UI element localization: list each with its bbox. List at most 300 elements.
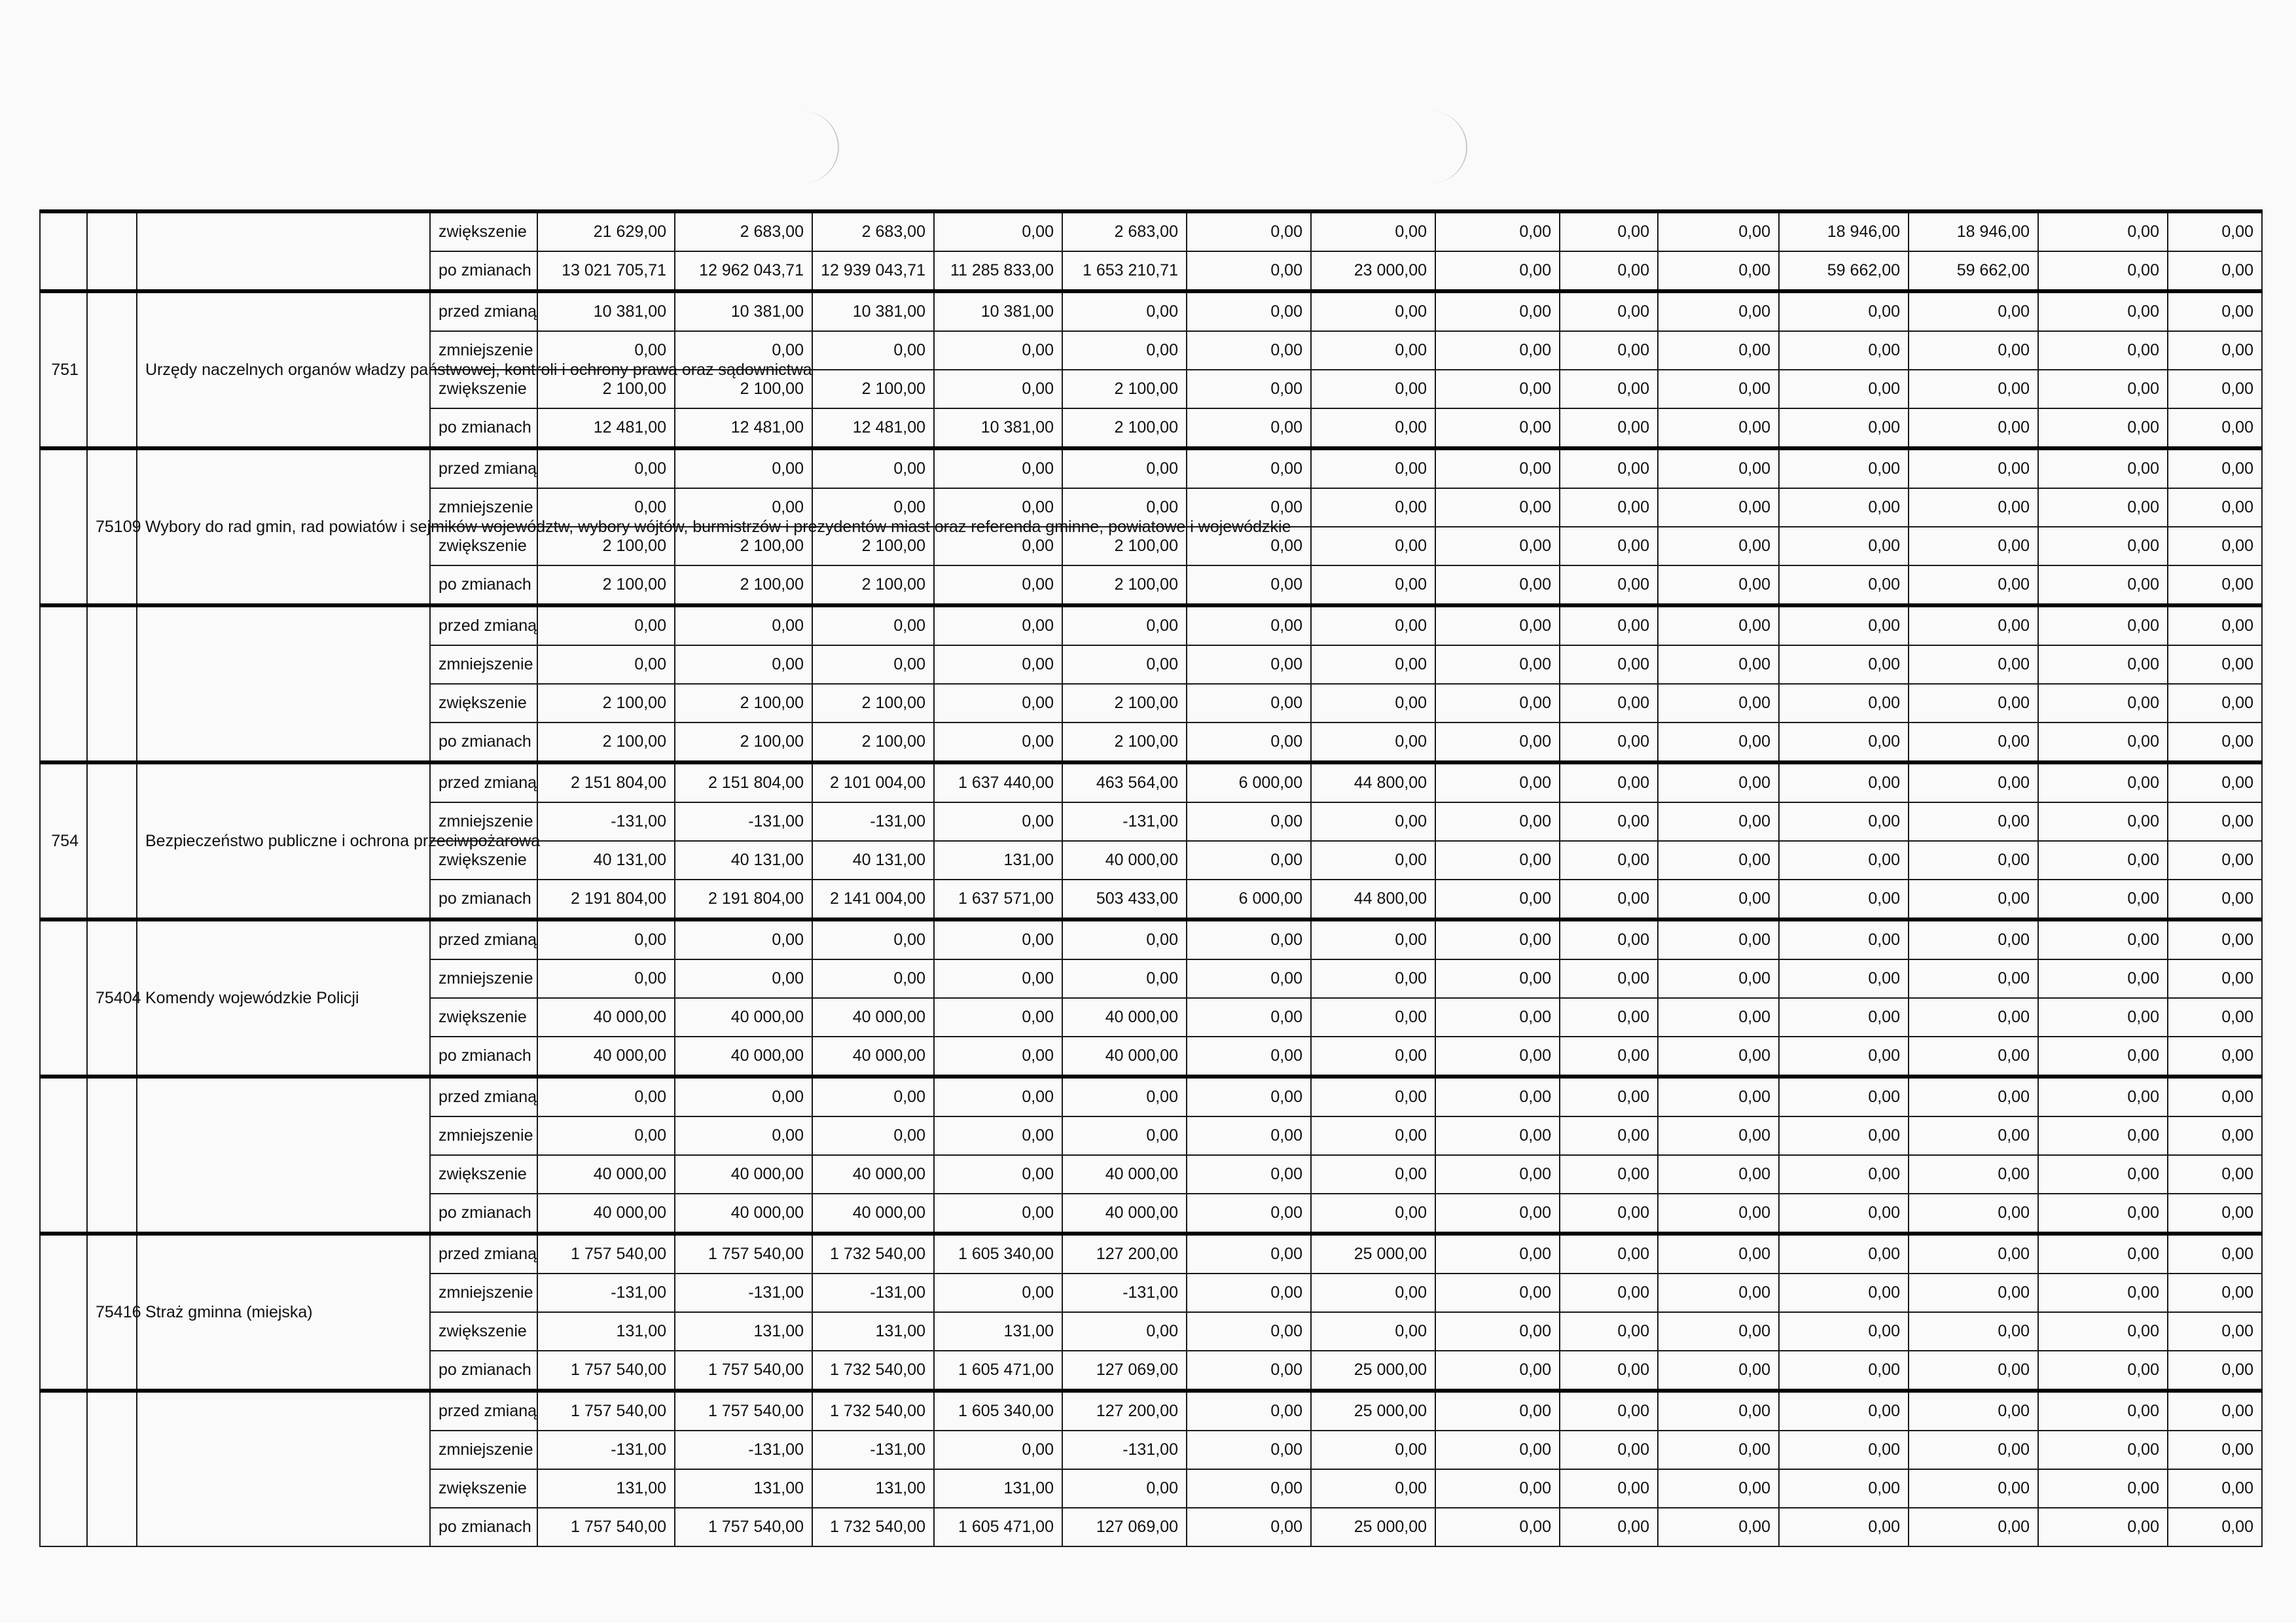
value-cell: 0,00 xyxy=(1311,605,1435,645)
value-cell: 0,00 xyxy=(1311,1431,1435,1469)
value-cell: 0,00 xyxy=(1062,488,1187,527)
value-cell: 2 100,00 xyxy=(537,527,675,565)
value-cell: 40 000,00 xyxy=(812,1194,934,1234)
value-cell: 0,00 xyxy=(1658,919,1779,959)
value-cell: 0,00 xyxy=(1909,488,2038,527)
value-cell: 2 683,00 xyxy=(675,211,812,251)
value-cell: 0,00 xyxy=(1658,1312,1779,1351)
value-cell: 0,00 xyxy=(1560,722,1658,762)
value-cell: 0,00 xyxy=(1435,251,1560,291)
value-cell: 40 000,00 xyxy=(675,1194,812,1234)
row-label: zmniejszenie xyxy=(430,1274,537,1312)
value-cell: 40 000,00 xyxy=(1062,1037,1187,1077)
value-cell: 0,00 xyxy=(1062,1312,1187,1351)
value-cell: 0,00 xyxy=(1435,1391,1560,1431)
value-cell: 0,00 xyxy=(1311,1274,1435,1312)
value-cell: 0,00 xyxy=(934,1194,1062,1234)
value-cell: 0,00 xyxy=(1435,1351,1560,1391)
value-cell: 0,00 xyxy=(1909,1116,2038,1155)
value-cell: 1 637 571,00 xyxy=(934,880,1062,919)
value-cell: 0,00 xyxy=(934,488,1062,527)
value-cell: 0,00 xyxy=(1909,1312,2038,1351)
value-cell: 6 000,00 xyxy=(1187,762,1311,802)
value-cell: 25 000,00 xyxy=(1311,1508,1435,1546)
value-cell: -131,00 xyxy=(1062,1431,1187,1469)
dzial-cell: 751 xyxy=(40,291,87,448)
value-cell: 1 757 540,00 xyxy=(675,1508,812,1546)
dzial-cell xyxy=(40,919,87,1077)
value-cell: 0,00 xyxy=(2038,1194,2168,1234)
value-cell: 0,00 xyxy=(1187,1469,1311,1508)
value-cell: 0,00 xyxy=(1909,684,2038,722)
value-cell: 0,00 xyxy=(1435,605,1560,645)
value-cell: 0,00 xyxy=(1311,527,1435,565)
value-cell: -131,00 xyxy=(675,802,812,841)
value-cell: 0,00 xyxy=(2168,880,2262,919)
value-cell: 0,00 xyxy=(2038,565,2168,605)
value-cell: 0,00 xyxy=(1560,802,1658,841)
value-cell: 2 100,00 xyxy=(675,722,812,762)
value-cell: 2 100,00 xyxy=(812,684,934,722)
value-cell: 0,00 xyxy=(2168,605,2262,645)
value-cell: 0,00 xyxy=(1560,1508,1658,1546)
value-cell: 0,00 xyxy=(1560,605,1658,645)
value-cell: 0,00 xyxy=(1311,1194,1435,1234)
value-cell: 0,00 xyxy=(1658,488,1779,527)
value-cell: 40 000,00 xyxy=(1062,1194,1187,1234)
value-cell: 0,00 xyxy=(1560,488,1658,527)
value-cell: 40 000,00 xyxy=(537,998,675,1037)
value-cell: 0,00 xyxy=(1435,1508,1560,1546)
rozdzial-cell: 75404 xyxy=(87,919,137,1077)
value-cell: 0,00 xyxy=(1779,762,1909,802)
value-cell: 0,00 xyxy=(1311,408,1435,448)
punch-hole-left xyxy=(798,111,839,183)
value-cell: 6 000,00 xyxy=(1187,880,1311,919)
value-cell: 0,00 xyxy=(1435,1431,1560,1469)
value-cell: 0,00 xyxy=(1658,1469,1779,1508)
value-cell: 10 381,00 xyxy=(675,291,812,331)
value-cell: 0,00 xyxy=(1658,1274,1779,1312)
value-cell: 40 131,00 xyxy=(537,841,675,880)
value-cell: 0,00 xyxy=(2038,527,2168,565)
value-cell: 0,00 xyxy=(2038,331,2168,370)
value-cell: 0,00 xyxy=(1187,448,1311,488)
value-cell: 0,00 xyxy=(1062,919,1187,959)
value-cell: 0,00 xyxy=(1062,645,1187,684)
value-cell: 0,00 xyxy=(1187,1391,1311,1431)
value-cell: 131,00 xyxy=(934,1312,1062,1351)
value-cell: 2 151 804,00 xyxy=(537,762,675,802)
value-cell: 0,00 xyxy=(1435,1469,1560,1508)
value-cell: 0,00 xyxy=(1909,1469,2038,1508)
row-label: zwiększenie xyxy=(430,211,537,251)
nazwa-cell: Wybory do rad gmin, rad powiatów i sejmików województw, wybory wójtów, burmistrzów i prezydentów miast oraz referenda gminne, powiatowe i wojewódzkie xyxy=(137,448,430,605)
value-cell: 0,00 xyxy=(2038,1351,2168,1391)
value-cell: 0,00 xyxy=(1779,1508,1909,1546)
nazwa-cell xyxy=(137,1391,430,1546)
rozdzial-cell xyxy=(87,762,137,919)
value-cell: 0,00 xyxy=(1187,331,1311,370)
value-cell: 0,00 xyxy=(1311,1077,1435,1116)
value-cell: 0,00 xyxy=(1779,919,1909,959)
value-cell: 1 757 540,00 xyxy=(537,1508,675,1546)
row-label: zmniejszenie xyxy=(430,959,537,998)
value-cell: 0,00 xyxy=(1187,291,1311,331)
value-cell: 0,00 xyxy=(934,331,1062,370)
value-cell: 0,00 xyxy=(1187,1312,1311,1351)
value-cell: 0,00 xyxy=(1658,1077,1779,1116)
value-cell: 23 000,00 xyxy=(1311,251,1435,291)
value-cell: 0,00 xyxy=(537,1116,675,1155)
value-cell: 0,00 xyxy=(1560,1155,1658,1194)
value-cell: 0,00 xyxy=(2038,1077,2168,1116)
value-cell: 0,00 xyxy=(1658,527,1779,565)
row-label: przed zmianą xyxy=(430,762,537,802)
value-cell: 0,00 xyxy=(1658,1234,1779,1274)
value-cell: 0,00 xyxy=(1187,802,1311,841)
value-cell: 0,00 xyxy=(1779,565,1909,605)
value-cell: 40 000,00 xyxy=(537,1194,675,1234)
value-cell: 2 100,00 xyxy=(1062,684,1187,722)
value-cell: 0,00 xyxy=(1779,527,1909,565)
nazwa-cell: Komendy wojewódzkie Policji xyxy=(137,919,430,1077)
value-cell: 0,00 xyxy=(1560,251,1658,291)
value-cell: 0,00 xyxy=(1658,1037,1779,1077)
value-cell: 0,00 xyxy=(1435,802,1560,841)
value-cell: 1 757 540,00 xyxy=(675,1351,812,1391)
value-cell: 0,00 xyxy=(1435,331,1560,370)
value-cell: 0,00 xyxy=(2168,841,2262,880)
value-cell: 0,00 xyxy=(537,919,675,959)
value-cell: 127 069,00 xyxy=(1062,1351,1187,1391)
value-cell: 0,00 xyxy=(1560,1274,1658,1312)
value-cell: 1 757 540,00 xyxy=(537,1391,675,1431)
value-cell: 0,00 xyxy=(934,684,1062,722)
value-cell: 131,00 xyxy=(934,1469,1062,1508)
value-cell: 0,00 xyxy=(1311,1155,1435,1194)
row-label: po zmianach xyxy=(430,880,537,919)
value-cell: 0,00 xyxy=(1658,370,1779,408)
value-cell: 0,00 xyxy=(1909,722,2038,762)
value-cell: 0,00 xyxy=(1187,959,1311,998)
value-cell: 0,00 xyxy=(1560,408,1658,448)
value-cell: 0,00 xyxy=(1909,841,2038,880)
value-cell: 0,00 xyxy=(2038,1469,2168,1508)
value-cell: 131,00 xyxy=(675,1469,812,1508)
row-label: po zmianach xyxy=(430,408,537,448)
dzial-cell xyxy=(40,1234,87,1391)
value-cell: 0,00 xyxy=(1909,1274,2038,1312)
value-cell: 0,00 xyxy=(1435,1116,1560,1155)
value-cell: 2 100,00 xyxy=(812,370,934,408)
row-label: zwiększenie xyxy=(430,1312,537,1351)
value-cell: 40 000,00 xyxy=(812,1155,934,1194)
value-cell: 0,00 xyxy=(1909,1077,2038,1116)
row-label: zmniejszenie xyxy=(430,645,537,684)
value-cell: 0,00 xyxy=(1779,1469,1909,1508)
value-cell: 0,00 xyxy=(1435,1312,1560,1351)
dzial-cell xyxy=(40,448,87,605)
value-cell: 0,00 xyxy=(1779,1194,1909,1234)
row-label: zmniejszenie xyxy=(430,488,537,527)
value-cell: 0,00 xyxy=(1658,331,1779,370)
value-cell: 0,00 xyxy=(1311,841,1435,880)
row-label: zwiększenie xyxy=(430,1469,537,1508)
value-cell: 0,00 xyxy=(1187,1194,1311,1234)
value-cell: 0,00 xyxy=(1187,488,1311,527)
value-cell: 2 100,00 xyxy=(1062,722,1187,762)
nazwa-cell: Straż gminna (miejska) xyxy=(137,1234,430,1391)
value-cell: 0,00 xyxy=(675,959,812,998)
value-cell: 0,00 xyxy=(934,1116,1062,1155)
value-cell: 0,00 xyxy=(934,1077,1062,1116)
value-cell: 0,00 xyxy=(812,919,934,959)
value-cell: 0,00 xyxy=(1062,1077,1187,1116)
value-cell: 0,00 xyxy=(1779,802,1909,841)
value-cell: 0,00 xyxy=(1311,645,1435,684)
value-cell: 40 000,00 xyxy=(537,1037,675,1077)
value-cell: 0,00 xyxy=(1187,1116,1311,1155)
value-cell: 1 757 540,00 xyxy=(675,1234,812,1274)
value-cell: 0,00 xyxy=(2168,1469,2262,1508)
value-cell: 0,00 xyxy=(1658,1391,1779,1431)
table-row xyxy=(40,762,2262,802)
value-cell: 0,00 xyxy=(1435,959,1560,998)
value-cell: 0,00 xyxy=(1311,959,1435,998)
value-cell: 2 100,00 xyxy=(1062,370,1187,408)
value-cell: 0,00 xyxy=(1311,211,1435,251)
value-cell: 2 141 004,00 xyxy=(812,880,934,919)
value-cell: 18 946,00 xyxy=(1909,211,2038,251)
value-cell: 0,00 xyxy=(1560,998,1658,1037)
value-cell: 0,00 xyxy=(2168,211,2262,251)
value-cell: 0,00 xyxy=(934,211,1062,251)
row-label: po zmianach xyxy=(430,1351,537,1391)
value-cell: 0,00 xyxy=(2038,448,2168,488)
value-cell: 0,00 xyxy=(1560,919,1658,959)
value-cell: 0,00 xyxy=(934,1431,1062,1469)
row-label: zwiększenie xyxy=(430,998,537,1037)
value-cell: 0,00 xyxy=(2168,251,2262,291)
value-cell: 0,00 xyxy=(537,959,675,998)
value-cell: 0,00 xyxy=(1560,1431,1658,1469)
value-cell: 0,00 xyxy=(1435,880,1560,919)
value-cell: -131,00 xyxy=(675,1431,812,1469)
rozdzial-cell xyxy=(87,211,137,291)
value-cell: 0,00 xyxy=(1658,408,1779,448)
value-cell: 0,00 xyxy=(1658,1351,1779,1391)
value-cell: 131,00 xyxy=(675,1312,812,1351)
dzial-cell: 754 xyxy=(40,762,87,919)
value-cell: 0,00 xyxy=(1187,527,1311,565)
value-cell: 2 100,00 xyxy=(675,370,812,408)
value-cell: 0,00 xyxy=(1435,1234,1560,1274)
nazwa-cell xyxy=(137,605,430,762)
value-cell: 0,00 xyxy=(1435,527,1560,565)
value-cell: -131,00 xyxy=(1062,1274,1187,1312)
value-cell: 0,00 xyxy=(2168,448,2262,488)
value-cell: 0,00 xyxy=(934,1037,1062,1077)
row-label: zmniejszenie xyxy=(430,802,537,841)
value-cell: 0,00 xyxy=(1779,1312,1909,1351)
budget-sheet xyxy=(39,209,2261,1547)
value-cell: 0,00 xyxy=(934,645,1062,684)
value-cell: 0,00 xyxy=(1435,291,1560,331)
value-cell: 0,00 xyxy=(2038,1116,2168,1155)
row-label: po zmianach xyxy=(430,1508,537,1546)
value-cell: 10 381,00 xyxy=(934,408,1062,448)
value-cell: 0,00 xyxy=(1909,605,2038,645)
value-cell: 0,00 xyxy=(1560,1116,1658,1155)
value-cell: 0,00 xyxy=(1909,1037,2038,1077)
value-cell: 0,00 xyxy=(1779,722,1909,762)
value-cell: 0,00 xyxy=(2168,1194,2262,1234)
value-cell: 0,00 xyxy=(1909,802,2038,841)
value-cell: 0,00 xyxy=(2038,762,2168,802)
value-cell: 10 381,00 xyxy=(934,291,1062,331)
value-cell: 0,00 xyxy=(1658,645,1779,684)
table-row xyxy=(40,1077,2262,1116)
value-cell: 0,00 xyxy=(1658,1508,1779,1546)
value-cell: 0,00 xyxy=(1560,959,1658,998)
value-cell: 0,00 xyxy=(1560,527,1658,565)
row-label: zwiększenie xyxy=(430,684,537,722)
value-cell: 0,00 xyxy=(934,605,1062,645)
value-cell: 0,00 xyxy=(2038,1274,2168,1312)
value-cell: 131,00 xyxy=(934,841,1062,880)
value-cell: 1 605 471,00 xyxy=(934,1351,1062,1391)
value-cell: 0,00 xyxy=(2038,370,2168,408)
value-cell: 0,00 xyxy=(1560,684,1658,722)
value-cell: 0,00 xyxy=(1435,408,1560,448)
value-cell: 0,00 xyxy=(934,919,1062,959)
value-cell: 12 481,00 xyxy=(537,408,675,448)
value-cell: 0,00 xyxy=(1560,1194,1658,1234)
value-cell: 0,00 xyxy=(1435,488,1560,527)
value-cell: 40 000,00 xyxy=(812,998,934,1037)
value-cell: 0,00 xyxy=(1311,1116,1435,1155)
value-cell: 0,00 xyxy=(1560,841,1658,880)
value-cell: 0,00 xyxy=(812,959,934,998)
value-cell: -131,00 xyxy=(537,1274,675,1312)
value-cell: 0,00 xyxy=(934,448,1062,488)
value-cell: 0,00 xyxy=(1779,1116,1909,1155)
value-cell: 40 000,00 xyxy=(1062,1155,1187,1194)
value-cell: 0,00 xyxy=(1779,959,1909,998)
value-cell: 0,00 xyxy=(1909,1155,2038,1194)
value-cell: 0,00 xyxy=(2038,1391,2168,1431)
value-cell: 0,00 xyxy=(1311,722,1435,762)
value-cell: 1 757 540,00 xyxy=(537,1234,675,1274)
value-cell: 0,00 xyxy=(1909,645,2038,684)
value-cell: 0,00 xyxy=(2038,1155,2168,1194)
dzial-cell xyxy=(40,1391,87,1546)
value-cell: 0,00 xyxy=(1658,802,1779,841)
value-cell: 0,00 xyxy=(1779,448,1909,488)
value-cell: 0,00 xyxy=(1779,1274,1909,1312)
value-cell: 0,00 xyxy=(2168,408,2262,448)
value-cell: 2 683,00 xyxy=(1062,211,1187,251)
value-cell: 0,00 xyxy=(1779,1431,1909,1469)
value-cell: 25 000,00 xyxy=(1311,1234,1435,1274)
value-cell: 0,00 xyxy=(2168,488,2262,527)
dzial-cell xyxy=(40,605,87,762)
rozdzial-cell xyxy=(87,291,137,448)
value-cell: -131,00 xyxy=(675,1274,812,1312)
value-cell: -131,00 xyxy=(812,802,934,841)
value-cell: 503 433,00 xyxy=(1062,880,1187,919)
value-cell: 0,00 xyxy=(1560,1391,1658,1431)
row-label: zwiększenie xyxy=(430,1155,537,1194)
value-cell: 0,00 xyxy=(1435,998,1560,1037)
value-cell: 0,00 xyxy=(1187,841,1311,880)
value-cell: 0,00 xyxy=(2038,802,2168,841)
value-cell: 0,00 xyxy=(1779,684,1909,722)
value-cell: 0,00 xyxy=(1187,251,1311,291)
value-cell: 10 381,00 xyxy=(812,291,934,331)
value-cell: 0,00 xyxy=(1311,331,1435,370)
value-cell: 0,00 xyxy=(2038,684,2168,722)
value-cell: 0,00 xyxy=(2168,645,2262,684)
row-label: zwiększenie xyxy=(430,527,537,565)
value-cell: 0,00 xyxy=(1435,370,1560,408)
value-cell: 0,00 xyxy=(1779,998,1909,1037)
value-cell: 0,00 xyxy=(1435,211,1560,251)
value-cell: 0,00 xyxy=(812,605,934,645)
value-cell: 0,00 xyxy=(1435,722,1560,762)
value-cell: 0,00 xyxy=(537,448,675,488)
value-cell: 0,00 xyxy=(1062,1469,1187,1508)
value-cell: 12 481,00 xyxy=(675,408,812,448)
value-cell: 0,00 xyxy=(1779,1037,1909,1077)
value-cell: 2 100,00 xyxy=(537,684,675,722)
value-cell: 0,00 xyxy=(1658,251,1779,291)
value-cell: 0,00 xyxy=(2038,291,2168,331)
value-cell: 0,00 xyxy=(1658,998,1779,1037)
punch-hole-right xyxy=(1427,111,1467,183)
value-cell: 2 100,00 xyxy=(675,684,812,722)
value-cell: 2 100,00 xyxy=(675,527,812,565)
value-cell: -131,00 xyxy=(1062,802,1187,841)
rozdzial-cell xyxy=(87,605,137,762)
value-cell: 0,00 xyxy=(1187,998,1311,1037)
value-cell: 0,00 xyxy=(1560,1469,1658,1508)
value-cell: 0,00 xyxy=(1658,841,1779,880)
rozdzial-cell xyxy=(87,1391,137,1546)
value-cell: 0,00 xyxy=(1779,841,1909,880)
value-cell: 0,00 xyxy=(537,1077,675,1116)
value-cell: 0,00 xyxy=(934,370,1062,408)
value-cell: 0,00 xyxy=(537,605,675,645)
nazwa-cell xyxy=(137,211,430,291)
value-cell: 0,00 xyxy=(1909,370,2038,408)
value-cell: 0,00 xyxy=(1658,448,1779,488)
value-cell: 0,00 xyxy=(1311,802,1435,841)
value-cell: 21 629,00 xyxy=(537,211,675,251)
value-cell: 0,00 xyxy=(1779,1391,1909,1431)
value-cell: 0,00 xyxy=(1062,959,1187,998)
value-cell: 2 100,00 xyxy=(537,722,675,762)
value-cell: 0,00 xyxy=(1435,448,1560,488)
value-cell: 0,00 xyxy=(1779,1155,1909,1194)
value-cell: 0,00 xyxy=(1658,684,1779,722)
value-cell: 0,00 xyxy=(675,488,812,527)
table-row xyxy=(40,448,2262,488)
value-cell: 0,00 xyxy=(1187,408,1311,448)
value-cell: 0,00 xyxy=(1435,919,1560,959)
value-cell: 40 000,00 xyxy=(537,1155,675,1194)
